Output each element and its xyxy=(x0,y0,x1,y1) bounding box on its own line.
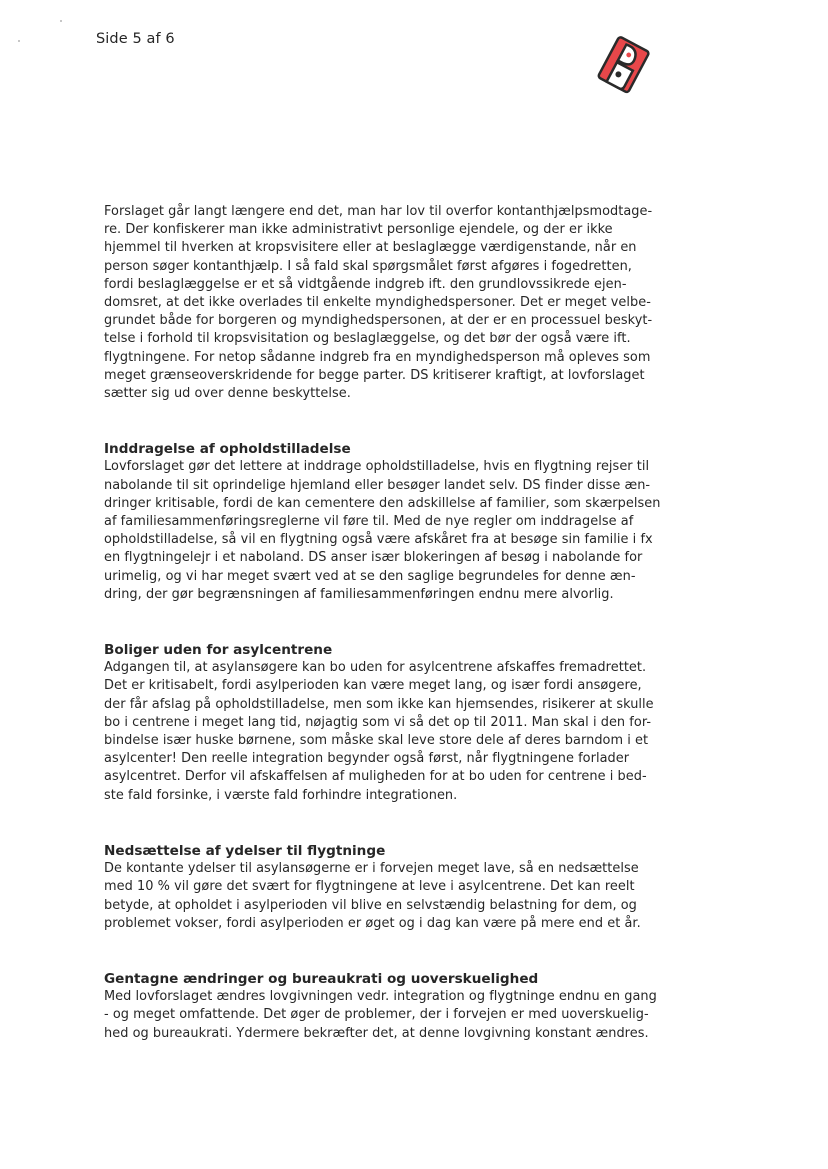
text-line: fordi beslaglæggelse er et så vidtgående indgreb ift. den grundlovssikrede ejen- xyxy=(104,276,627,292)
text-line: problemet vokser, fordi asylperioden er øget og i dag kan være på mere end et år. xyxy=(104,915,641,931)
text-line: dringer kritisable, fordi de kan cementere den adskillelse af familier, som skærpelsen xyxy=(104,495,661,511)
text-line: Med lovforslaget ændres lovgivningen vedr. integration og flygtninge endnu en gang xyxy=(104,989,657,1005)
ds-logo-icon xyxy=(594,36,654,96)
text-line: af familiesammenføringsreglerne vil føre til. Med de nye regler om inddragelse af xyxy=(104,514,634,530)
section-ydelser xyxy=(104,842,704,933)
section-inddragelse xyxy=(104,440,704,604)
section-heading: Nedsættelse af ydelser til flygtninge xyxy=(104,842,386,859)
text-line: Forslaget går langt længere end det, man har lov til overfor kontanthjælpsmodtage- xyxy=(104,204,653,219)
section-paragraph xyxy=(104,860,704,933)
section-heading: Gentagne ændringer og bureaukrati og uoverskuelighed xyxy=(104,970,539,987)
text-line: opholdstilladelse, så vil en flygtning også være afskåret fra at besøge sin familie i fx xyxy=(104,532,653,548)
section-paragraph xyxy=(104,659,704,805)
section-aendringer xyxy=(104,970,704,1043)
document-body xyxy=(104,203,704,1043)
text-line: hjemmel til hverken at kropsvisitere eller at beslaglægge værdigenstande, når en xyxy=(104,240,637,256)
text-line: - og meget omfattende. Det øger de problemer, der i forvejen er med uoverskuelig- xyxy=(104,1007,649,1023)
text-line: asylcentret. Derfor vil afskaffelsen af muligheden for at bo uden for centrene i bed- xyxy=(104,769,647,785)
scan-speck xyxy=(60,20,62,22)
text-line: re. Der konfiskerer man ikke administrativt personlige ejendele, og der er ikke xyxy=(104,222,613,238)
text-line: De kontante ydelser til asylansøgerne er i forvejen meget lave, så en nedsættelse xyxy=(104,861,639,877)
intro-paragraph xyxy=(104,203,704,403)
text-line: asylcenter! Den reelle integration begynder også først, når flygtningene forlader xyxy=(104,751,630,767)
text-line: sætter sig ud over denne beskyttelse. xyxy=(104,386,351,402)
page-number: Side 5 af 6 xyxy=(96,31,175,47)
text-line: bindelse især huske børnene, som måske skal leve store dele af deres barndom i et xyxy=(104,733,649,749)
text-line: person søger kontanthjælp. I så fald skal spørgsmålet først afgøres i fogedretten, xyxy=(104,258,632,274)
text-line: meget grænseoverskridende for begge parter. DS kritiserer kraftigt, at lovforslaget xyxy=(104,367,645,383)
text-line: en flygtningelejr i et naboland. DS anser især blokeringen af besøg i nabolande for xyxy=(104,550,643,566)
section-paragraph xyxy=(104,458,704,604)
text-line: ste fald forsinke, i værste fald forhindre integrationen. xyxy=(104,787,458,803)
text-line: med 10 % vil gøre det svært for flygtningene at leve i asylcentrene. Det kan reelt xyxy=(104,879,635,895)
text-line: Det er kritisabelt, fordi asylperioden kan være meget lang, og især fordi ansøgere, xyxy=(104,678,642,694)
text-line: grundet både for borgeren og myndighedspersonen, at der er en processuel beskyt- xyxy=(104,313,653,329)
text-line: bo i centrene i meget lang tid, nøjagtig som vi så det op til 2011. Man skal i den for- xyxy=(104,714,652,730)
text-line: flygtningene. For netop sådanne indgreb fra en myndighedsperson må opleves som xyxy=(104,349,651,365)
text-line: Lovforslaget gør det lettere at inddrage opholdstilladelse, hvis en flygtning rejser til xyxy=(104,459,650,475)
section-heading: Inddragelse af opholdstilladelse xyxy=(104,441,351,458)
text-line: nabolande til sit oprindelige hjemland eller besøger landet selv. DS finder disse æn- xyxy=(104,477,651,493)
text-line: urimelig, og vi har meget svært ved at se den saglige begrundeles for denne æn- xyxy=(104,568,636,584)
section-boliger xyxy=(104,641,704,805)
text-line: dring, der gør begrænsningen af familiesammenføringen endnu mere alvorlig. xyxy=(104,586,614,602)
scan-speck xyxy=(18,40,20,42)
text-line: Adgangen til, at asylansøgere kan bo uden for asylcentrene afskaffes fremadrettet. xyxy=(104,660,647,676)
text-line: domsret, at det ikke overlades til enkelte myndighedspersoner. Det er meget velbe- xyxy=(104,295,651,311)
section-paragraph xyxy=(104,988,704,1043)
section-heading: Boliger uden for asylcentrene xyxy=(104,642,333,659)
text-line: der får afslag på opholdstilladelse, men som ikke kan hjemsendes, risikerer at skulle xyxy=(104,696,654,712)
text-line: telse i forhold til kropsvisitation og beslaglæggelse, og det bør der også være ift. xyxy=(104,331,631,347)
text-line: betyde, at opholdet i asylperioden vil blive en selvstændig belastning for dem, og xyxy=(104,897,637,913)
text-line: hed og bureaukrati. Ydermere bekræfter det, at denne lovgivning konstant ændres. xyxy=(104,1025,649,1041)
